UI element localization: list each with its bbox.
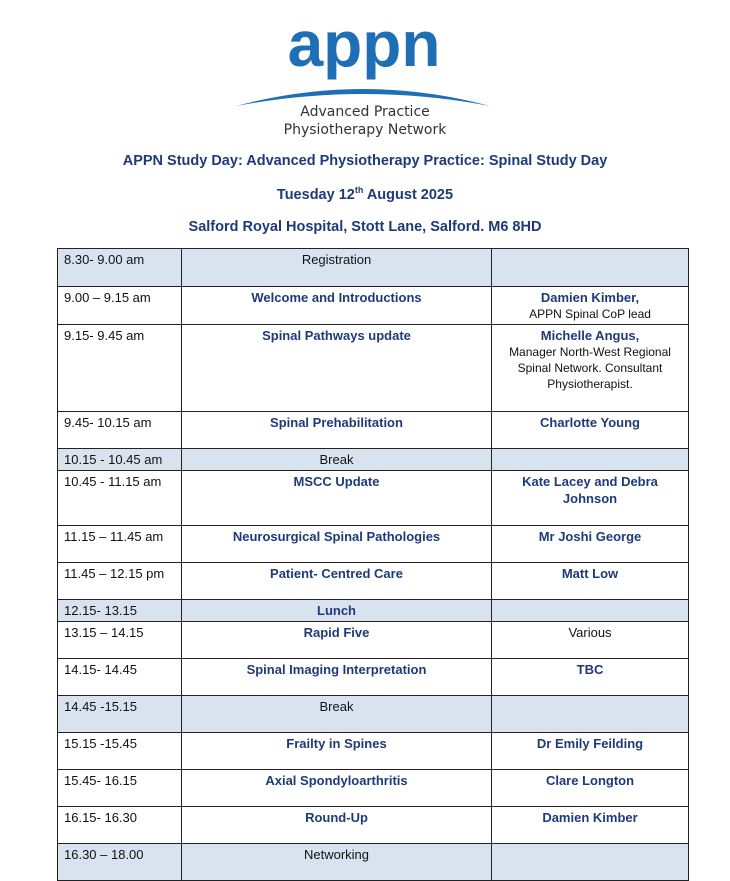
speaker-name: Damien Kimber, (540, 290, 640, 305)
speaker-name: Clare Longton (545, 773, 635, 788)
speaker-cell (492, 325, 689, 412)
session-title: Neurosurgical Spinal Pathologies (232, 529, 441, 544)
session-cell (182, 412, 492, 449)
session-cell (182, 249, 492, 287)
speaker-cell (492, 412, 689, 449)
date-rest: August 2025 (363, 186, 454, 203)
speaker-cell (492, 659, 689, 696)
session-cell (182, 844, 492, 881)
session-title: Patient- Centred Care (270, 566, 403, 581)
table-row (58, 563, 689, 600)
speaker-role: APPN Spinal CoP lead (529, 307, 651, 321)
session-cell (182, 325, 492, 412)
table-row (58, 471, 689, 526)
session-title: Axial Spondyloarthritis (265, 773, 408, 788)
table-row (58, 412, 689, 449)
table-row (58, 526, 689, 563)
time-cell: 10.15 - 10.45 am (58, 449, 182, 471)
table-row (58, 696, 689, 733)
schedule-table (57, 248, 689, 881)
speaker-cell (492, 249, 689, 287)
speaker-cell (492, 287, 689, 325)
speaker-cell (492, 733, 689, 770)
session-cell (182, 471, 492, 526)
time-cell: 16.30 – 18.00 (58, 844, 182, 881)
session-cell (182, 696, 492, 733)
session-cell (182, 659, 492, 696)
table-row (58, 287, 689, 325)
speaker-name: Kate Lacey and Debra Johnson (522, 474, 658, 506)
table-row (58, 844, 689, 881)
event-date (0, 185, 730, 203)
time-cell: 14.45 -15.15 (58, 696, 182, 733)
session-title: Registration (301, 252, 372, 267)
table-row (58, 770, 689, 807)
appn-logo (0, 0, 730, 150)
session-cell (182, 287, 492, 325)
speaker-cell (492, 449, 689, 471)
speaker-cell (492, 696, 689, 733)
session-cell (182, 622, 492, 659)
time-cell: 11.45 – 12.15 pm (58, 563, 182, 600)
session-cell (182, 526, 492, 563)
speaker-cell (492, 770, 689, 807)
session-title: Networking (303, 847, 370, 862)
session-cell (182, 770, 492, 807)
logo-subtitle-line1: Advanced Practice (300, 104, 430, 120)
speaker-cell (492, 471, 689, 526)
event-venue: Salford Royal Hospital, Stott Lane, Salford. M6 8HD (188, 219, 542, 235)
time-cell: 16.15- 16.30 (58, 807, 182, 844)
speaker-name: TBC (576, 662, 604, 677)
time-cell: 10.45 - 11.15 am (58, 471, 182, 526)
session-title: Spinal Pathways update (262, 328, 411, 343)
time-cell: 15.15 -15.45 (58, 733, 182, 770)
speaker-cell (492, 807, 689, 844)
speaker-cell (492, 563, 689, 600)
time-cell: 11.15 – 11.45 am (58, 526, 182, 563)
speaker-name: Dr Emily Feilding (536, 736, 644, 751)
speaker-name: Damien Kimber (542, 810, 638, 825)
speaker-name: Matt Low (561, 566, 619, 581)
session-title: MSCC Update (293, 474, 380, 489)
speaker-cell (492, 844, 689, 881)
speaker-role: Manager North-West Regional Spinal Network. Consultant Physiotherapist. (509, 345, 671, 391)
speaker-name: Charlotte Young (540, 415, 640, 430)
appn-logo-graphic (0, 0, 730, 110)
session-cell (182, 563, 492, 600)
session-cell (182, 600, 492, 622)
date-prefix: Tuesday 12 (276, 186, 355, 203)
speaker-name: Mr Joshi George (538, 529, 642, 544)
time-cell: 12.15- 13.15 (58, 600, 182, 622)
speaker-name: Various (568, 625, 612, 640)
time-cell: 14.15- 14.45 (58, 659, 182, 696)
session-title: Break (319, 699, 354, 714)
session-cell (182, 733, 492, 770)
session-cell (182, 807, 492, 844)
table-row (58, 659, 689, 696)
time-cell: 9.15- 9.45 am (58, 325, 182, 412)
speaker-cell (492, 526, 689, 563)
table-row (58, 325, 689, 412)
page-title: APPN Study Day: Advanced Physiotherapy Practice: Spinal Study Day (122, 153, 608, 169)
table-row (58, 733, 689, 770)
time-cell: 9.45- 10.15 am (58, 412, 182, 449)
session-title: Welcome and Introductions (251, 290, 422, 305)
time-cell: 9.00 – 9.15 am (58, 287, 182, 325)
logo-wordmark: appn (287, 8, 441, 80)
session-title: Round-Up (305, 810, 368, 825)
table-row (58, 600, 689, 622)
session-title: Spinal Imaging Interpretation (246, 662, 427, 677)
session-title: Lunch (317, 603, 356, 618)
time-cell: 8.30- 9.00 am (58, 249, 182, 287)
table-row (58, 807, 689, 844)
logo-subtitle-line2: Physiotherapy Network (283, 122, 447, 138)
table-row (58, 449, 689, 471)
speaker-name: Michelle Angus, (540, 328, 640, 343)
time-cell: 15.45- 16.15 (58, 770, 182, 807)
date-suffix-sup: th (354, 185, 364, 195)
table-row (58, 249, 689, 287)
session-title: Spinal Prehabilitation (270, 415, 403, 430)
session-title: Frailty in Spines (286, 736, 387, 751)
session-title: Break (319, 452, 354, 467)
speaker-cell (492, 622, 689, 659)
table-row (58, 622, 689, 659)
time-cell: 13.15 – 14.15 (58, 622, 182, 659)
session-cell (182, 449, 492, 471)
speaker-cell (492, 600, 689, 622)
session-title: Rapid Five (303, 625, 370, 640)
